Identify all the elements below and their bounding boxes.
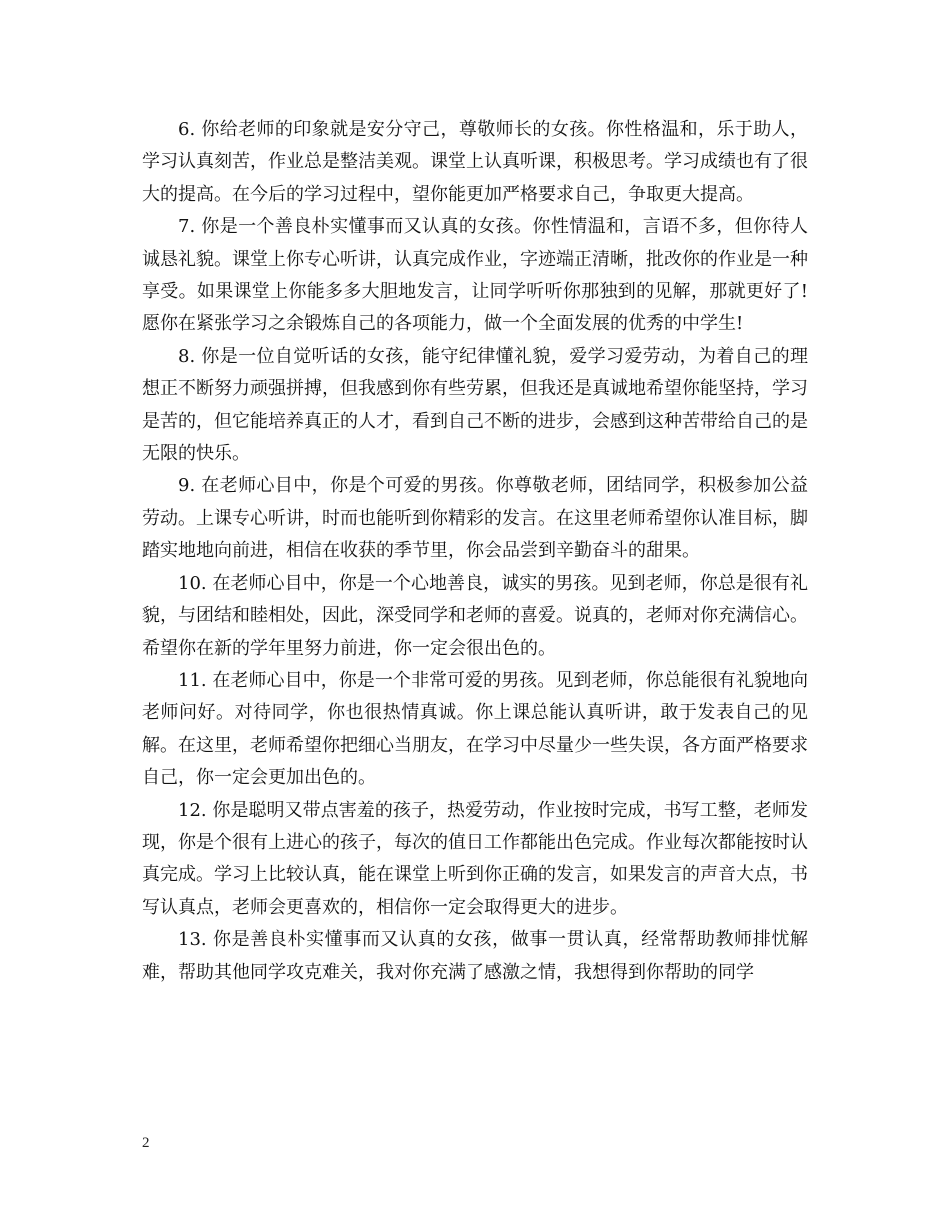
paragraph-11: 11. 在老师心目中，你是一个非常可爱的男孩。见到老师，你总能很有礼貌地向老师问好。对待同学，你也很热情真诚。你上课总能认真听讲，敢于发表自己的见解。在这里，老师希望你把细心当朋友，在学习中尽量少一些失误，各方面严格要求自己，你一定会更加出色的。 — [142, 669, 808, 789]
paragraph-8: 8. 你是一位自觉听话的女孩，能守纪律懂礼貌，爱学习爱劳动，为着自己的理想正不断努力顽强拼搏，但我感到你有些劳累，但我还是真诚地希望你能坚持，学习是苦的，但它能培养真正的人才，看到自己不断的进步，会感到这种苦带给自己的是无限的快乐。 — [142, 345, 808, 465]
paragraph-10: 10. 在老师心目中，你是一个心地善良，诚实的男孩。见到老师，你总是很有礼貌，与团结和睦相处，因此，深受同学和老师的喜爱。说真的，老师对你充满信心。希望你在新的学年里努力前进，你一定会很出色的。 — [142, 572, 808, 659]
paragraph-9: 9. 在老师心目中，你是个可爱的男孩。你尊敬老师，团结同学，积极参加公益劳动。上课专心听讲，时而也能听到你精彩的发言。在这里老师希望你认准目标，脚踏实地地向前进，相信在收获的季节里，你会品尝到辛勤奋斗的甜果。 — [142, 475, 808, 562]
paragraph-13: 13. 你是善良朴实懂事而又认真的女孩，做事一贯认真，经常帮助教师排忧解难，帮助其他同学攻克难关，我对你充满了感激之情，我想得到你帮助的同学 — [142, 929, 808, 983]
page-number: 2 — [142, 1135, 150, 1151]
paragraph-12: 12. 你是聪明又带点害羞的孩子，热爱劳动，作业按时完成，书写工整，老师发现，你是个很有上进心的孩子，每次的值日工作都能出色完成。作业每次都能按时认真完成。学习上比较认真，能在课堂上听到你正确的发言，如果发言的声音大点，书写认真点，老师会更喜欢的，相信你一定会取得更大的进步。 — [142, 799, 808, 918]
paragraph-6: 6. 你给老师的印象就是安分守己，尊敬师长的女孩。你性格温和，乐于助人，学习认真刻苦，作业总是整洁美观。课堂上认真听课，积极思考。学习成绩也有了很大的提高。在今后的学习过程中，望你能更加严格要求自己，争取更大提高。 — [142, 119, 808, 205]
paragraph-7: 7. 你是一个善良朴实懂事而又认真的女孩。你性情温和，言语不多，但你待人诚恳礼貌。课堂上你专心听讲，认真完成作业，字迹端正清晰，批改你的作业是一种享受。如果课堂上你能多多大胆地发言，让同学听听你那独到的见解，那就更好了!愿你在紧张学习之余锻炼自己的各项能力，做一个全面发展的优秀的中学生! — [142, 216, 808, 335]
document-body — [142, 114, 808, 989]
